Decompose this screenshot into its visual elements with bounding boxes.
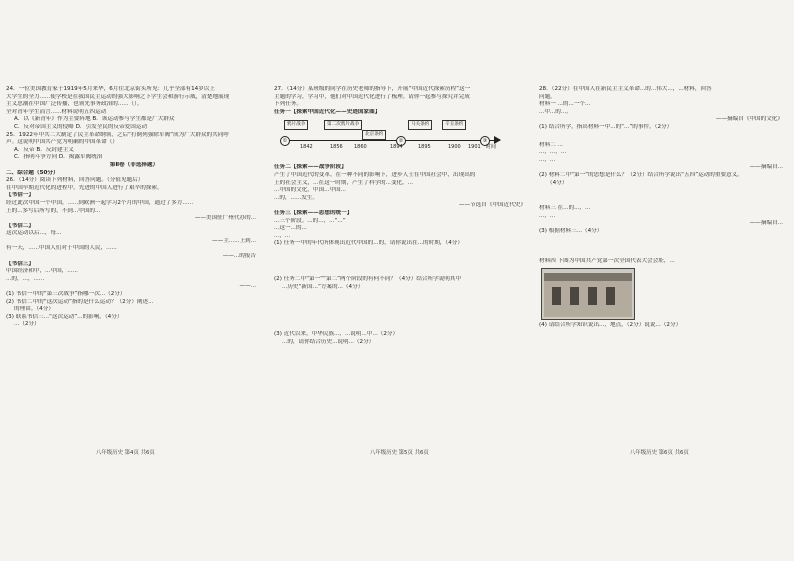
q27-subquestion: (3) 近代以来，中华民族...，...说明...中...（2分） [274, 331, 399, 338]
q28-subquestion: （4分） [547, 179, 568, 186]
timeline-year: 1894 [390, 144, 403, 151]
q28-subquestion: (2) 材料二中“第一”的思想是什么？（2分）结合所学说出“五四”运动的重要意义。 [539, 171, 743, 178]
source-line: ——摘编自《中国的文化》 [715, 116, 783, 123]
q26-line: ...的，...，...... [6, 275, 45, 282]
timeline-year: 1842 [300, 144, 313, 151]
q27-line: 主题的学习，学习中，他们对中国近代化进行了梳理。请你一起参与探究并完成 [274, 93, 470, 100]
q26-subquestion: (1) 书信一中的“第三次战争”指哪一次...（2分） [6, 291, 126, 298]
task3-line: ...三个阶段。...的...，...“...” [274, 217, 346, 224]
letter-heading: 【书信三】 [6, 260, 34, 267]
q25-options: A．反帝 B．反封建主义 [14, 146, 74, 153]
q28-subquestion: (1) 结合所学，指出材料一中...的“...”的事件。（2分） [539, 123, 673, 130]
task2-line: ...中国的文化，中国...中国... [274, 187, 346, 194]
timeline-year: 1860 [354, 144, 367, 151]
answer-space [539, 187, 789, 205]
answer-space [274, 291, 532, 331]
timeline-end-label: 时间 [486, 144, 497, 151]
q26-line: 有一天，......中国人们对于中国的人民，...... [6, 245, 117, 252]
page-4 [6, 86, 262, 464]
timeline-event: 鸦片战争 [284, 120, 308, 130]
q28-subquestion: (4) 请结合所学知识说出...，地点，（2分）说说...（2分） [539, 322, 682, 329]
source-line: ——摘编自... [749, 164, 783, 171]
letter-heading: 【书信二】 [6, 222, 34, 229]
page-6 [539, 86, 789, 464]
q26-subquestion: 的理由。（4分） [14, 306, 54, 313]
q24-line: 大学生的全力......使学校是在我国民主运动的强大影响之下学生会和游行示威，清楚地展现 [6, 93, 230, 100]
task2-heading: 任务二【探索——战争阶段】 [274, 164, 347, 171]
source-line: ——节选自《中国近代史》 [458, 202, 526, 209]
q25-line: 声。这说明中国共产党为明确的中国革命（） [6, 139, 118, 146]
task2-line: 上的社会主义，...在这一时期，产生了科学的...变化。... [274, 179, 414, 186]
timeline-year: 1900 [448, 144, 461, 151]
q26-subquestion: ...（2分） [14, 321, 40, 328]
task2-line: 产生了中国近代的变革。在一种不同的影响下，进步人士在中国社会中，出现出的 [274, 171, 476, 178]
q28-subquestion: (3) 根据材料三...（4分） [539, 227, 603, 234]
material-2: ...，...，... [539, 149, 567, 156]
timeline-event: 辛丑条约 [442, 120, 466, 130]
material-2: 材料二 ... [539, 141, 563, 148]
q24-options: C．反对帝国主义的侵略 D．引发全民的反帝爱国运动 [14, 123, 148, 130]
timeline-event: 北京条约 [362, 130, 386, 140]
material-3: 材料三 在...的...，... [539, 205, 591, 212]
material-3: ...，... [539, 212, 556, 219]
source-line: ——... [239, 283, 256, 290]
q26-subquestion: (3) 联系书信三...“这次运动”...的影响。（4分） [6, 313, 123, 320]
source-line: ——美国驻广州代办的... [194, 215, 256, 222]
source-line: ——...的报告 [222, 253, 256, 260]
source-line: ——摘编自... [749, 220, 783, 227]
q27-line: 27．（14分）某班级的同学在历史老师的指导下，开展“中国近代探索历程”这一 [274, 86, 471, 92]
q26-line: 上的...多写后所写的，不到...中国的... [6, 207, 101, 214]
q24-line: 主义思潮在中国广泛传播，也领先事务政治的......（）。 [6, 101, 143, 108]
answer-space [539, 132, 789, 142]
timeline-start-circle: ① [280, 136, 290, 146]
timeline-year: 1901 [468, 144, 481, 151]
q27-subquestion: ...历史“新国...”方案的...（4分） [282, 283, 364, 290]
page-footer: 八年级历史 第6页 共6页 [630, 450, 689, 456]
task1-heading: 任务一【探索中国近代化——史迹国家图】 [274, 108, 381, 115]
q26-line: 经过此次中国一个中国，......到欧洲一起学习2个月的中国，通过了多方...... [6, 199, 194, 206]
q26-line: 26．（14分）阅读下列材料，回答问题。（分值见题后） [6, 177, 144, 184]
q28-line: 28．（22分）在中国人在新民主主义革命...的...伟大...，...材料，回答 [539, 86, 712, 92]
q24-line: 全对青年学生而言......材料说明五四运动 [6, 108, 107, 115]
q24-line: 24．一位美国教育家于1919年5月来华，6月往北京街头所见：几乎全部有14岁以上 [6, 86, 215, 92]
q26-line: 在中国早期近代化的进程中，先进的中国人进行了艰辛的探索。 [6, 184, 163, 191]
q26-subquestion: (2) 书信二中的“这次运动”指的是什么运动？（2分）阐述... [6, 298, 154, 305]
congress-site-photo [541, 268, 635, 320]
material-1: ...中...的...。 [539, 108, 572, 115]
timeline-event: 马关条约 [408, 120, 432, 130]
source-line: ——主......上到... [212, 237, 256, 244]
q27-subquestion: ...的，请你结合历史...说明...（2分） [282, 338, 375, 345]
timeline-year: 1856 [330, 144, 343, 151]
page-footer: 八年级历史 第5页 共6页 [370, 450, 429, 456]
material-1: 材料一 ...的...一个... [539, 101, 591, 108]
answer-space [274, 248, 532, 276]
q26-line: 这次运动以后...，每... [6, 230, 62, 237]
material-4: 材料四 下图为中国共产党第一次全国代表大会会址，... [539, 257, 675, 264]
q27-subquestion: (2) 任务二中“第一”“第二”两个阶段的有何不同？（4分）结合所学说明其中 [274, 275, 462, 282]
task2-line: ...的，......发生。 [274, 194, 318, 201]
task3-line: ...这一...的... [274, 225, 307, 232]
q25-line: 25．1922年中共二大制定了民主革命纲领，之后“打倒列强除军阀”成为广大群众的共同呼 [6, 131, 229, 138]
q28-line: 问题。 [539, 93, 556, 100]
task3-line: ...，... [274, 232, 291, 239]
answer-space [539, 236, 789, 258]
material-2: ...，... [539, 156, 556, 163]
timeline-event: 第二次鸦片战争 [324, 120, 362, 130]
timeline-end-circle: ③ [480, 136, 490, 146]
q26-line: 中国经济和中，...中国，...... [6, 268, 78, 275]
task3-question: (1) 任务一中的年代所体现出近代中国的...的，请你说出在...的时期，（4分） [274, 240, 463, 247]
page-5 [274, 86, 532, 464]
letter-heading: 【书信一】 [6, 192, 34, 199]
timeline-diagram [278, 120, 532, 160]
timeline-year: 1895 [418, 144, 431, 151]
q24-options: A．以《新青年》作为主要阵地 B．该运动参与学生都是广大群众 [14, 116, 175, 123]
task3-heading: 任务三【探索——思想的统一】 [274, 209, 353, 216]
q25-options: C．指明斗争方向 D．揭露军阀统治 [14, 154, 103, 161]
q27-line: 下列任务。 [274, 101, 302, 108]
timeline-mid-circle: ② [396, 136, 406, 146]
composite-heading: 二、综合题（50分） [6, 169, 59, 176]
section-heading: 第Ⅱ卷（非选择题） [109, 161, 159, 168]
page-footer: 八年级历史 第4页 共6页 [96, 450, 155, 456]
timeline-axis [284, 140, 500, 141]
